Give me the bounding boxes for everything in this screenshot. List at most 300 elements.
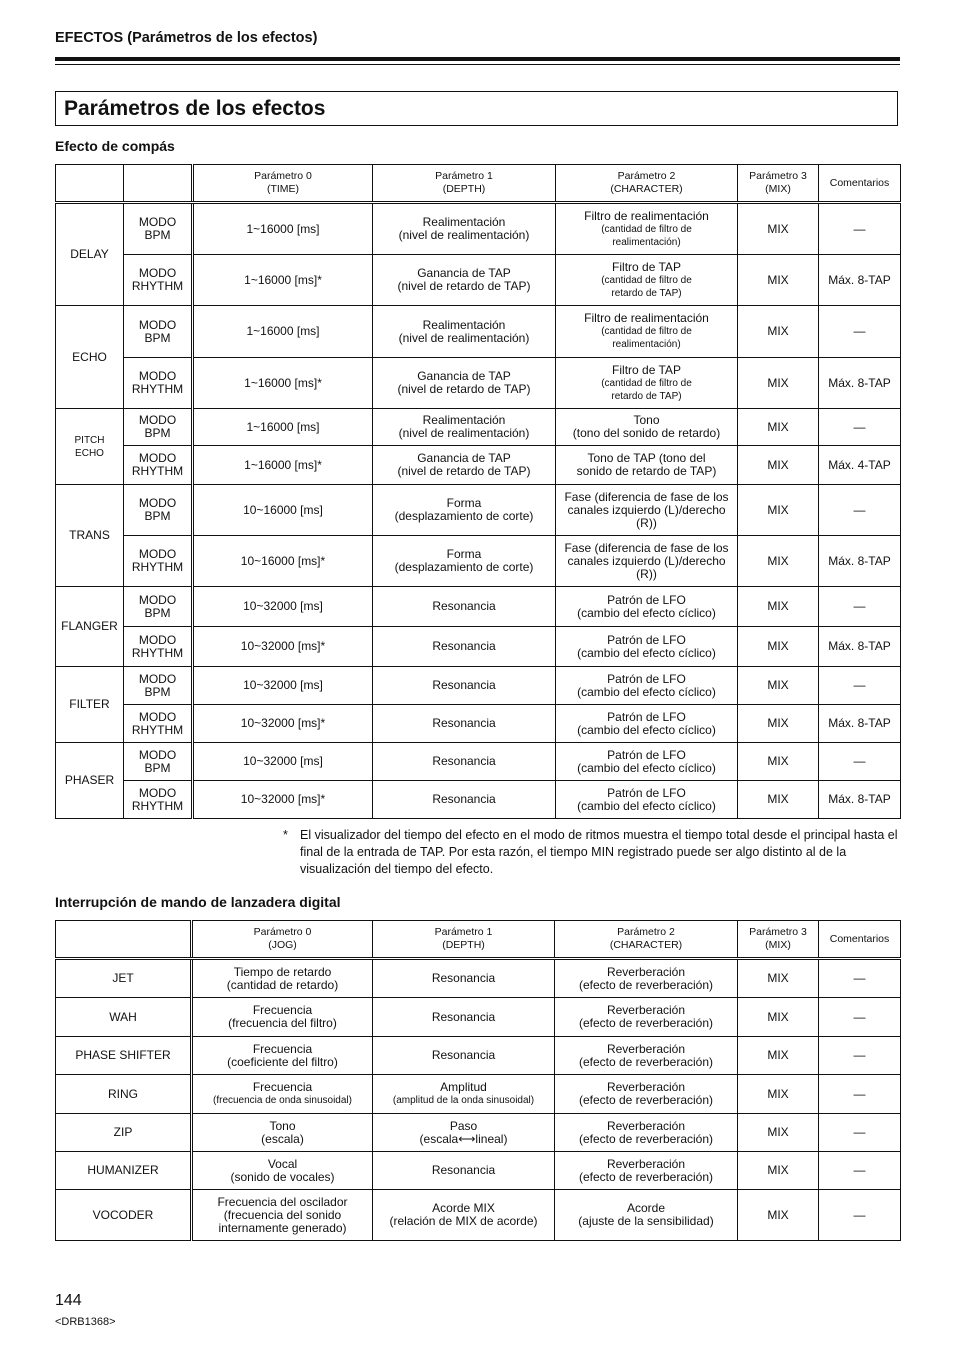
comment-cell-line: Máx. 8-TAP bbox=[828, 639, 891, 653]
param1-cell-line: Acorde MIX bbox=[432, 1201, 495, 1215]
param1-cell bbox=[373, 781, 556, 819]
param2-cell bbox=[556, 203, 738, 255]
param1-cell-line: (desplazamiento de corte) bbox=[394, 509, 534, 523]
mode-cell-line: MODO bbox=[138, 785, 177, 800]
param3-cell bbox=[738, 998, 819, 1037]
param2-cell bbox=[556, 306, 738, 358]
param2-cell bbox=[555, 1152, 738, 1190]
effect-name-line: ZIP bbox=[113, 1125, 133, 1139]
param0-cell-line: 10~32000 [ms]* bbox=[240, 639, 326, 653]
param0-cell-line: 1~16000 [ms] bbox=[246, 324, 320, 338]
param1-cell bbox=[373, 1037, 555, 1075]
param0-cell-line: (sonido de vocales) bbox=[230, 1169, 335, 1184]
param3-cell-line: MIX bbox=[767, 1048, 789, 1062]
effect-name-line: DELAY bbox=[70, 247, 109, 261]
param2-cell-line: (efecto de reverberación) bbox=[578, 1054, 714, 1069]
header-rule-thin bbox=[55, 64, 900, 65]
param1-cell bbox=[373, 627, 556, 667]
param1-cell-line: Amplitud bbox=[440, 1080, 487, 1094]
param3-cell bbox=[738, 306, 819, 358]
effect-name-line: ECHO bbox=[75, 447, 104, 459]
mode-cell-line: RHYTHM bbox=[131, 464, 184, 478]
footnote-marker: * bbox=[283, 828, 288, 842]
table-row bbox=[56, 1075, 901, 1114]
param2-cell-line: (efecto de reverberación) bbox=[578, 1169, 714, 1184]
comment-cell bbox=[819, 536, 901, 587]
header-empty-cell bbox=[56, 165, 124, 203]
param0-cell bbox=[193, 705, 373, 743]
table-row bbox=[56, 1190, 901, 1241]
effect-name bbox=[56, 485, 124, 587]
param1-cell-line: (amplitud de la onda sinusoidal) bbox=[392, 1095, 535, 1106]
param1-cell bbox=[373, 1075, 555, 1114]
param2-cell bbox=[556, 587, 738, 627]
param1-cell-line: Ganancia de TAP bbox=[417, 369, 511, 383]
mode-cell bbox=[124, 667, 193, 705]
header-p1 bbox=[373, 165, 556, 203]
param0-cell-line: internamente generado) bbox=[218, 1220, 347, 1235]
param2-cell-line: Reverberación bbox=[606, 1156, 686, 1171]
table-row bbox=[56, 705, 901, 743]
param0-cell bbox=[193, 255, 373, 306]
param1-cell-line: (desplazamiento de corte) bbox=[394, 560, 534, 574]
param0-cell bbox=[193, 306, 373, 358]
param2-cell-line: (cantidad de filtro de bbox=[601, 377, 692, 389]
param1-cell bbox=[373, 1114, 555, 1152]
table-row bbox=[56, 306, 901, 358]
param1-cell-line: (relación de MIX de acorde) bbox=[389, 1214, 538, 1228]
mode-cell-line: MODO bbox=[138, 592, 177, 607]
table-row bbox=[56, 1152, 901, 1190]
comment-cell bbox=[819, 959, 901, 998]
param0-cell-line: (escala) bbox=[261, 1131, 304, 1146]
param1-cell-line: Forma bbox=[446, 496, 482, 510]
param1-cell-line: Resonancia bbox=[432, 716, 496, 730]
param2-cell bbox=[555, 1075, 738, 1114]
table-row bbox=[56, 667, 901, 705]
mode-cell bbox=[124, 255, 193, 306]
header-p3 bbox=[738, 921, 819, 959]
table-row bbox=[56, 998, 901, 1037]
mode-cell-line: RHYTHM bbox=[131, 645, 184, 660]
param2-cell-line: realimentación) bbox=[612, 339, 681, 350]
param2-cell-line: Tono bbox=[633, 413, 660, 427]
mode-cell bbox=[124, 306, 193, 358]
param2-cell-line: Reverberación bbox=[606, 1041, 686, 1056]
param0-cell-line: (cantidad de retardo) bbox=[226, 977, 339, 992]
effect-name bbox=[56, 667, 124, 743]
param0-cell-line: 10~32000 [ms]* bbox=[240, 716, 326, 730]
param0-cell-line: Tono bbox=[269, 1118, 296, 1133]
param3-cell-line: MIX bbox=[767, 1086, 789, 1101]
param1-cell bbox=[373, 667, 556, 705]
effect-name-line: PHASE SHIFTER bbox=[75, 1048, 171, 1062]
mode-cell-line: MODO bbox=[138, 215, 177, 229]
header-rule bbox=[55, 57, 900, 61]
table-row bbox=[56, 1114, 901, 1152]
param1-cell-line: Resonancia bbox=[432, 639, 496, 653]
comment-cell-line: — bbox=[853, 1009, 866, 1024]
document-code: <DRB1368> bbox=[55, 1316, 116, 1328]
param1-cell-line: Resonancia bbox=[431, 1163, 496, 1177]
mode-cell-line: RHYTHM bbox=[131, 382, 184, 396]
param3-cell-line: MIX bbox=[767, 553, 789, 568]
param0-cell-line: 10~16000 [ms]* bbox=[240, 553, 326, 568]
param1-cell-line: Resonancia bbox=[432, 792, 496, 806]
effect-name-line: ECHO bbox=[72, 349, 107, 364]
header-p1-line: Parámetro 1 bbox=[434, 926, 493, 938]
param1-cell bbox=[373, 959, 555, 998]
param2-cell bbox=[555, 998, 738, 1037]
mode-cell-line: BPM bbox=[144, 760, 171, 775]
header-comments bbox=[819, 921, 901, 959]
param1-cell-line: (nivel de realimentación) bbox=[398, 330, 530, 345]
header-p1 bbox=[373, 921, 555, 959]
mode-cell-line: RHYTHM bbox=[131, 279, 184, 293]
header-p3-line: (MIX) bbox=[765, 183, 791, 195]
comment-cell-line: — bbox=[853, 1048, 866, 1062]
mode-cell bbox=[124, 587, 193, 627]
header-p2 bbox=[555, 921, 738, 959]
comment-cell bbox=[819, 255, 901, 306]
table-row bbox=[56, 446, 901, 485]
table-row bbox=[56, 255, 901, 306]
comment-cell-line: Máx. 8-TAP bbox=[828, 553, 891, 568]
comment-cell bbox=[819, 627, 901, 667]
param2-cell bbox=[555, 1190, 738, 1241]
table-row bbox=[56, 409, 901, 446]
footnote-text: El visualizador del tiempo del efecto en el modo de ritmos muestra el tiempo total desde el principal hasta el final de la entrada de TAP. Por esta razón, el tiempo MIN registrado puede ser algo distinto al de la visualización del tiempo del efecto. bbox=[300, 828, 898, 876]
comment-cell-line: — bbox=[853, 419, 866, 434]
param3-cell-line: MIX bbox=[767, 971, 789, 985]
param2-cell-line: Filtro de TAP bbox=[612, 362, 681, 377]
param0-cell bbox=[192, 1152, 373, 1190]
page-title-box bbox=[55, 91, 898, 126]
beat-effects-subtitle: Efecto de compás bbox=[55, 138, 175, 154]
param1-cell bbox=[373, 743, 556, 781]
comment-cell-line: — bbox=[853, 324, 866, 338]
param3-cell bbox=[738, 358, 819, 409]
mode-cell-line: RHYTHM bbox=[131, 560, 184, 574]
mode-cell-line: MODO bbox=[138, 266, 177, 280]
param2-cell-line: Patrón de LFO bbox=[607, 592, 686, 607]
param2-cell-line: Fase (diferencia de fase de los bbox=[564, 540, 729, 555]
comment-cell-line: — bbox=[853, 221, 866, 236]
table-row bbox=[56, 485, 901, 536]
param2-cell-line: (efecto de reverberación) bbox=[578, 1093, 714, 1107]
effect-name bbox=[56, 743, 124, 819]
footnote bbox=[283, 827, 900, 878]
param2-cell-line: Filtro de realimentación bbox=[584, 208, 709, 223]
param1-cell-line: Forma bbox=[446, 547, 482, 561]
header-p2-line: (CHARACTER) bbox=[609, 939, 683, 951]
header-p2 bbox=[556, 165, 738, 203]
effect-name-line: HUMANIZER bbox=[87, 1163, 159, 1177]
param3-cell bbox=[738, 1114, 819, 1152]
mode-cell bbox=[124, 409, 193, 446]
param2-cell-line: (efecto de reverberación) bbox=[578, 977, 714, 992]
param1-cell-line: Resonancia bbox=[432, 754, 496, 768]
param2-cell-line: retardo de TAP) bbox=[611, 390, 682, 402]
param1-cell-line: Ganancia de TAP bbox=[417, 266, 511, 280]
param3-cell-line: MIX bbox=[767, 419, 789, 434]
mode-cell bbox=[124, 485, 193, 536]
param1-cell bbox=[373, 485, 556, 536]
param3-cell bbox=[738, 446, 819, 485]
comment-cell-line: — bbox=[853, 1086, 866, 1101]
section-header: EFECTOS (Parámetros de los efectos) bbox=[55, 30, 318, 46]
comment-cell-line: Máx. 4-TAP bbox=[828, 457, 891, 472]
param0-cell bbox=[192, 998, 373, 1037]
param1-cell-line: (nivel de realimentación) bbox=[398, 228, 530, 242]
param3-cell-line: MIX bbox=[767, 599, 789, 613]
param0-cell bbox=[193, 358, 373, 409]
comment-cell-line: — bbox=[853, 971, 866, 985]
header-p3-line: (MIX) bbox=[765, 939, 791, 951]
mode-cell bbox=[124, 705, 193, 743]
param0-cell-line: 10~32000 [ms] bbox=[243, 754, 323, 768]
param0-cell-line: 1~16000 [ms] bbox=[246, 221, 320, 236]
header-empty-cell bbox=[124, 165, 193, 203]
param0-cell-line: 10~32000 [ms] bbox=[243, 678, 323, 692]
table-header-row bbox=[56, 921, 901, 959]
param2-cell bbox=[556, 743, 738, 781]
table-row bbox=[56, 1037, 901, 1075]
header-p3-line: Parámetro 3 bbox=[749, 170, 807, 182]
param0-cell-line: 1~16000 [ms]* bbox=[244, 375, 322, 390]
param0-cell bbox=[193, 409, 373, 446]
param2-cell-line: Patrón de LFO bbox=[607, 632, 686, 647]
param0-cell bbox=[192, 1190, 373, 1241]
mode-cell bbox=[124, 446, 193, 485]
param1-cell-line: Ganancia de TAP bbox=[417, 451, 511, 465]
comment-cell-line: — bbox=[853, 1163, 866, 1177]
comment-cell bbox=[819, 705, 901, 743]
param1-cell-line: (nivel de retardo de TAP) bbox=[397, 382, 531, 396]
param2-cell-line: Patrón de LFO bbox=[607, 709, 686, 724]
param2-cell-line: (tono del sonido de retardo) bbox=[572, 426, 721, 440]
mode-cell-line: BPM bbox=[144, 426, 171, 440]
comment-cell bbox=[819, 203, 901, 255]
header-p0-line: (TIME) bbox=[266, 183, 300, 195]
param2-cell-line: (efecto de reverberación) bbox=[578, 1131, 714, 1146]
param2-cell-line: Reverberación bbox=[606, 1118, 686, 1133]
param0-cell-line: Frecuencia bbox=[252, 1003, 313, 1017]
param3-cell-line: MIX bbox=[767, 1009, 789, 1024]
mode-cell-line: MODO bbox=[138, 632, 177, 647]
comment-cell-line: Máx. 8-TAP bbox=[828, 792, 891, 806]
header-comments-line: Comentarios bbox=[829, 932, 890, 945]
param0-cell-line: (frecuencia del filtro) bbox=[228, 1016, 337, 1030]
mode-cell-line: MODO bbox=[138, 413, 177, 427]
table-row bbox=[56, 743, 901, 781]
header-p0 bbox=[192, 921, 373, 959]
effect-name bbox=[56, 998, 192, 1037]
param2-cell bbox=[556, 536, 738, 587]
param0-cell bbox=[192, 1075, 373, 1114]
comment-cell bbox=[819, 409, 901, 446]
param1-cell-line: (nivel de retardo de TAP) bbox=[397, 464, 531, 478]
param0-cell bbox=[193, 627, 373, 667]
param2-cell-line: (cantidad de filtro de bbox=[601, 223, 692, 235]
param0-cell-line: 1~16000 [ms]* bbox=[244, 272, 322, 287]
param0-cell bbox=[192, 1114, 373, 1152]
param3-cell-line: MIX bbox=[767, 639, 789, 653]
param1-cell bbox=[373, 203, 556, 255]
param2-cell-line: (cambio del efecto cíclico) bbox=[577, 605, 716, 620]
comment-cell bbox=[819, 1114, 901, 1152]
param2-cell-line: Acorde bbox=[626, 1201, 666, 1215]
param1-cell-line: Resonancia bbox=[432, 678, 496, 692]
param0-cell bbox=[193, 667, 373, 705]
param3-cell bbox=[738, 705, 819, 743]
mode-cell bbox=[124, 358, 193, 409]
param2-cell-line: (efecto de reverberación) bbox=[578, 1016, 714, 1030]
param0-cell-line: (frecuencia del sonido bbox=[223, 1207, 342, 1222]
param2-cell-line: (cantidad de filtro de bbox=[601, 326, 692, 337]
param0-cell-line: 1~16000 [ms]* bbox=[244, 457, 322, 472]
header-comments bbox=[819, 165, 901, 203]
param0-cell-line: 1~16000 [ms] bbox=[246, 419, 320, 434]
param2-cell-line: canales izquierdo (L)/derecho bbox=[567, 502, 726, 517]
mode-cell-line: MODO bbox=[138, 369, 177, 383]
comment-cell bbox=[819, 306, 901, 358]
effect-name bbox=[56, 587, 124, 667]
header-p0 bbox=[193, 165, 373, 203]
param3-cell bbox=[738, 203, 819, 255]
param0-cell-line: Tiempo de retardo bbox=[233, 964, 332, 979]
effect-name bbox=[56, 203, 124, 306]
param2-cell-line: Patrón de LFO bbox=[607, 671, 686, 686]
param1-cell-line: Resonancia bbox=[432, 599, 496, 613]
param1-cell-line: Paso bbox=[449, 1118, 478, 1133]
comment-cell bbox=[819, 667, 901, 705]
effect-name bbox=[56, 959, 192, 998]
param3-cell-line: MIX bbox=[767, 754, 789, 768]
effect-name-line: JET bbox=[112, 971, 134, 985]
param1-cell bbox=[373, 409, 556, 446]
effect-name-line: FILTER bbox=[69, 697, 110, 711]
comment-cell-line: — bbox=[853, 1125, 866, 1139]
table-row bbox=[56, 781, 901, 819]
header-p1-line: Parámetro 1 bbox=[435, 170, 493, 182]
comment-cell bbox=[819, 1152, 901, 1190]
param2-cell bbox=[556, 255, 738, 306]
comment-cell-line: Máx. 8-TAP bbox=[828, 375, 891, 390]
param2-cell-line: Fase (diferencia de fase de los bbox=[564, 489, 729, 504]
header-comments-line: Comentarios bbox=[829, 176, 890, 189]
param3-cell-line: MIX bbox=[767, 678, 789, 692]
mode-cell-line: MODO bbox=[138, 747, 177, 762]
param2-cell bbox=[556, 627, 738, 667]
param2-cell bbox=[556, 705, 738, 743]
param3-cell bbox=[738, 627, 819, 667]
page-title: Parámetros de los efectos bbox=[64, 97, 326, 120]
mode-cell-line: BPM bbox=[144, 228, 171, 242]
param0-cell-line: (coeficiente del filtro) bbox=[227, 1054, 338, 1069]
table-row bbox=[56, 203, 901, 255]
param3-cell-line: MIX bbox=[767, 1125, 789, 1139]
effect-name-line: FLANGER bbox=[61, 619, 118, 633]
param0-cell bbox=[193, 203, 373, 255]
mode-cell-line: BPM bbox=[144, 605, 171, 620]
comment-cell-line: — bbox=[853, 754, 866, 768]
param0-cell bbox=[192, 959, 373, 998]
param3-cell-line: MIX bbox=[767, 792, 789, 806]
param1-cell bbox=[373, 306, 556, 358]
header-p0-line: Parámetro 0 bbox=[253, 926, 312, 938]
comment-cell-line: — bbox=[853, 599, 866, 613]
param2-cell-line: (cambio del efecto cíclico) bbox=[577, 722, 716, 737]
param3-cell bbox=[738, 667, 819, 705]
param2-cell bbox=[556, 358, 738, 409]
comment-cell-line: — bbox=[853, 502, 866, 517]
param0-cell bbox=[193, 485, 373, 536]
param3-cell bbox=[738, 743, 819, 781]
param0-cell bbox=[193, 536, 373, 587]
jog-break-table bbox=[55, 920, 901, 1241]
param1-cell-line: Resonancia bbox=[431, 971, 496, 985]
param3-cell bbox=[738, 1190, 819, 1241]
param2-cell-line: (ajuste de la sensibilidad) bbox=[578, 1214, 714, 1228]
param3-cell bbox=[738, 409, 819, 446]
mode-cell-line: RHYTHM bbox=[131, 798, 184, 813]
comment-cell-line: — bbox=[853, 1207, 866, 1222]
mode-cell-line: BPM bbox=[144, 330, 171, 345]
effect-name-line: PITCH bbox=[74, 434, 105, 446]
param2-cell bbox=[556, 409, 738, 446]
param3-cell bbox=[738, 1075, 819, 1114]
param1-cell-line: (nivel de retardo de TAP) bbox=[397, 279, 531, 293]
comment-cell bbox=[819, 485, 901, 536]
param0-cell-line: (frecuencia de onda sinusoidal) bbox=[213, 1095, 352, 1106]
param1-cell-line: Realimentación bbox=[422, 215, 506, 229]
effect-name-line: VOCODER bbox=[92, 1207, 154, 1222]
param3-cell bbox=[738, 536, 819, 587]
param1-cell bbox=[373, 998, 555, 1037]
param0-cell-line: 10~32000 [ms] bbox=[243, 599, 323, 613]
param3-cell bbox=[738, 1152, 819, 1190]
param2-cell-line: (cambio del efecto cíclico) bbox=[577, 684, 716, 699]
mode-cell-line: BPM bbox=[144, 684, 171, 699]
mode-cell-line: MODO bbox=[138, 547, 177, 561]
param2-cell-line: (cambio del efecto cíclico) bbox=[577, 645, 716, 660]
param0-cell-line: Frecuencia bbox=[252, 1041, 313, 1056]
param0-cell-line: Frecuencia del oscilador bbox=[217, 1194, 348, 1209]
param0-cell bbox=[193, 587, 373, 627]
param2-cell-line: realimentación) bbox=[612, 236, 681, 248]
mode-cell bbox=[124, 743, 193, 781]
param0-cell bbox=[193, 743, 373, 781]
header-empty-cell bbox=[56, 921, 192, 959]
param3-cell bbox=[738, 781, 819, 819]
effect-name bbox=[56, 1114, 192, 1152]
param0-cell-line: Vocal bbox=[267, 1156, 298, 1171]
param2-cell-line: (cantidad de filtro de bbox=[601, 274, 692, 286]
param1-cell-line: Resonancia bbox=[431, 1048, 496, 1062]
param3-cell bbox=[738, 1037, 819, 1075]
mode-cell bbox=[124, 781, 193, 819]
param3-cell-line: MIX bbox=[767, 1207, 789, 1222]
param1-cell bbox=[373, 1190, 555, 1241]
param1-cell bbox=[373, 587, 556, 627]
header-p0-line: Parámetro 0 bbox=[254, 170, 312, 182]
effect-name-line: RING bbox=[108, 1086, 138, 1101]
param2-cell-line: Reverberación bbox=[606, 1080, 686, 1094]
param3-cell-line: MIX bbox=[767, 457, 789, 472]
effect-name bbox=[56, 1190, 192, 1241]
param2-cell bbox=[555, 1037, 738, 1075]
